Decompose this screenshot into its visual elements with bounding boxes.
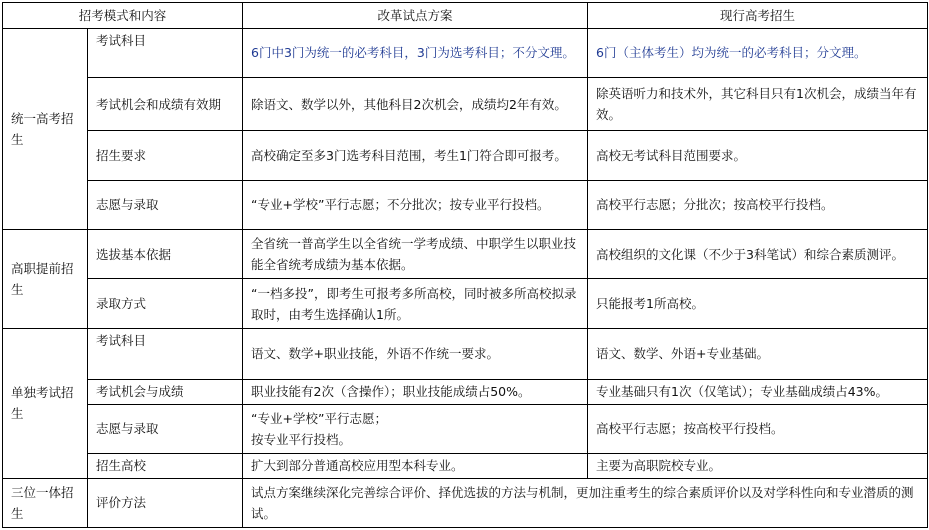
current-cell: 专业基础只有1次（仅笔试）；专业基础成绩占43%。 bbox=[588, 380, 928, 405]
current-cell: 主要为高职院校专业。 bbox=[588, 453, 928, 478]
category-cell: 三位一体招生 bbox=[3, 478, 88, 527]
header-current: 现行高考招生 bbox=[588, 3, 928, 29]
reform-cell: 语文、数学+职业技能，外语不作统一要求。 bbox=[243, 328, 588, 379]
table-row bbox=[3, 279, 928, 328]
current-cell: 高校平行志愿；按高校平行投档。 bbox=[588, 404, 928, 453]
table-row bbox=[3, 380, 928, 405]
current-cell: 6门（主体考生）均为统一的必考科目；分文理。 bbox=[588, 28, 928, 77]
item-cell: 考试科目 bbox=[88, 328, 243, 379]
current-cell: 高校无考试科目范围要求。 bbox=[588, 131, 928, 180]
table-row bbox=[3, 453, 928, 478]
header-row bbox=[3, 3, 928, 29]
item-cell: 考试机会与成绩 bbox=[88, 380, 243, 405]
item-cell: 招生要求 bbox=[88, 131, 243, 180]
table-row bbox=[3, 77, 928, 130]
header-mode: 招考模式和内容 bbox=[3, 3, 243, 29]
table-row bbox=[3, 28, 928, 77]
reform-line: “专业+学校”平行志愿； bbox=[251, 410, 387, 426]
item-cell: 志愿与录取 bbox=[88, 404, 243, 453]
reform-cell bbox=[243, 404, 588, 453]
current-cell: 高校平行志愿；分批次；按高校平行投档。 bbox=[588, 180, 928, 229]
item-cell: 招生高校 bbox=[88, 453, 243, 478]
item-cell: 评价方法 bbox=[88, 478, 243, 527]
category-cell: 高职提前招生 bbox=[3, 230, 88, 329]
reform-cell: “一档多投”，即考生可报考多所高校，同时被多所高校拟录取时，由考生选择确认1所。 bbox=[243, 279, 588, 328]
item-cell: 志愿与录取 bbox=[88, 180, 243, 229]
reform-cell: 扩大到部分普通高校应用型本科专业。 bbox=[243, 453, 588, 478]
table-row bbox=[3, 230, 928, 279]
admission-comparison-table bbox=[2, 2, 928, 528]
table-row bbox=[3, 404, 928, 453]
current-cell: 高校组织的文化课（不少于3科笔试）和综合素质测评。 bbox=[588, 230, 928, 279]
reform-line: 按专业平行投档。 bbox=[251, 431, 352, 447]
table-row bbox=[3, 478, 928, 527]
current-cell: 只能报考1所高校。 bbox=[588, 279, 928, 328]
item-cell: 选拔基本依据 bbox=[88, 230, 243, 279]
reform-cell: 除语文、数学以外，其他科目2次机会，成绩均2年有效。 bbox=[243, 77, 588, 130]
table-row bbox=[3, 180, 928, 229]
current-cell: 语文、数学、外语+专业基础。 bbox=[588, 328, 928, 379]
category-cell: 单独考试招生 bbox=[3, 328, 88, 478]
reform-cell: 6门中3门为统一的必考科目，3门为选考科目；不分文理。 bbox=[243, 28, 588, 77]
item-cell: 考试科目 bbox=[88, 28, 243, 77]
reform-cell: 职业技能有2次（含操作）；职业技能成绩占50%。 bbox=[243, 380, 588, 405]
reform-cell: “专业+学校”平行志愿；不分批次；按专业平行投档。 bbox=[243, 180, 588, 229]
item-cell: 录取方式 bbox=[88, 279, 243, 328]
current-cell: 除英语听力和技术外，其它科目只有1次机会，成绩当年有效。 bbox=[588, 77, 928, 130]
merged-cell: 试点方案继续深化完善综合评价、择优选拔的方法与机制，更加注重考生的综合素质评价以及对学科性向和专业潜质的测试。 bbox=[243, 478, 928, 527]
category-cell: 统一高考招生 bbox=[3, 28, 88, 229]
reform-cell: 高校确定至多3门选考科目范围，考生1门符合即可报考。 bbox=[243, 131, 588, 180]
item-cell: 考试机会和成绩有效期 bbox=[88, 77, 243, 130]
table-row bbox=[3, 328, 928, 379]
reform-cell: 全省统一普高学生以全省统一学考成绩、中职学生以职业技能全省统考成绩为基本依据。 bbox=[243, 230, 588, 279]
header-reform: 改革试点方案 bbox=[243, 3, 588, 29]
table-row bbox=[3, 131, 928, 180]
